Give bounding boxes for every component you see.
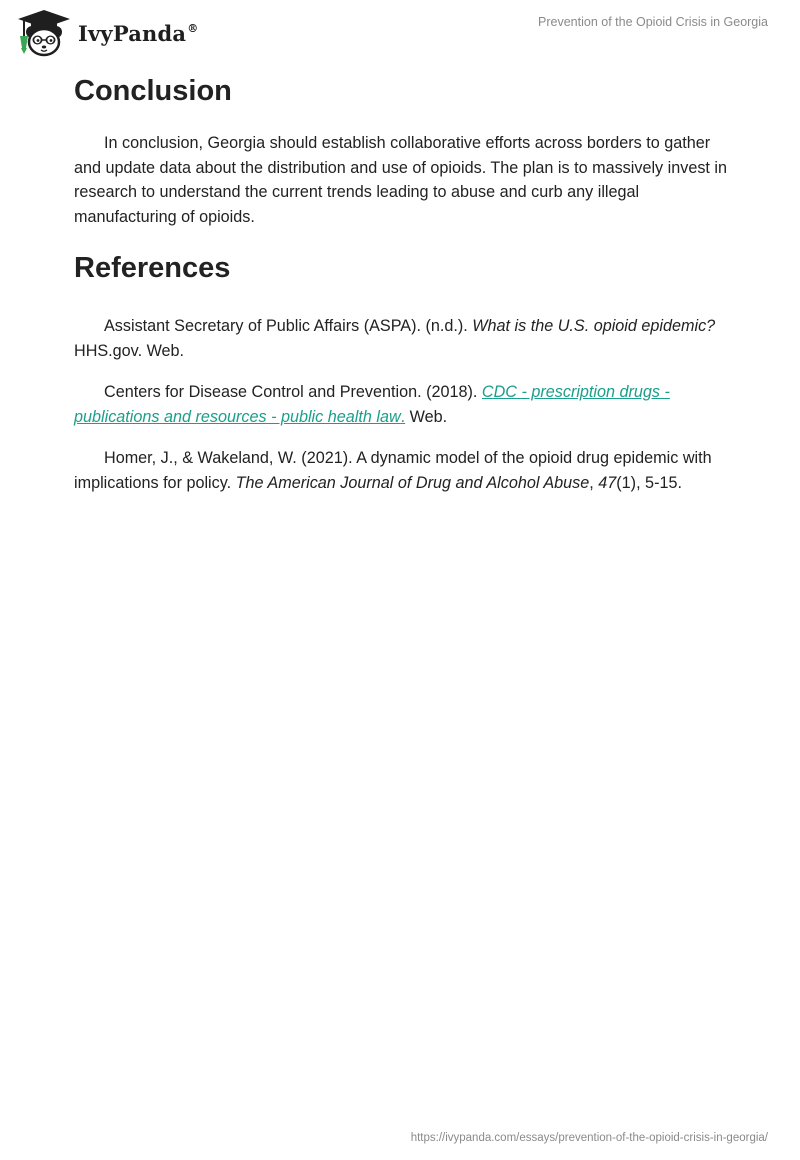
reference-item: Centers for Disease Control and Prevention. (2018). CDC - prescription drugs - publications and resources - public health law. Web.	[74, 383, 670, 426]
panda-graduate-icon	[14, 8, 72, 58]
journal-volume: 47	[598, 473, 617, 492]
reference-item: Homer, J., & Wakeland, W. (2021). A dynamic model of the opioid drug epidemic with implications for policy. The American Journal of Drug and Alcohol Abuse, 47(1), 5-15.	[74, 449, 712, 492]
ivypanda-logo[interactable]	[14, 8, 198, 58]
footer-url: https://ivypanda.com/essays/prevention-of-the-opioid-crisis-in-georgia/	[410, 1132, 768, 1144]
conclusion-paragraph: In conclusion, Georgia should establish collaborative efforts across borders to gather and update data about the distribution and use of opioids. The plan is to massively invest in research to understand the current trends leading to abuse and curb any illegal manufacturing of opioids.	[74, 134, 728, 226]
registered-mark: ®	[187, 21, 199, 35]
reference-title: What is the U.S. opioid epidemic?	[472, 317, 716, 335]
document-body	[74, 72, 734, 495]
page-header	[0, 0, 800, 70]
running-title: Prevention of the Opioid Crisis in Georgia	[538, 15, 768, 29]
conclusion-heading: Conclusion	[74, 75, 232, 107]
brand-name: IvyPanda®	[78, 20, 199, 46]
references-heading: References	[74, 252, 231, 284]
reference-item: Assistant Secretary of Public Affairs (ASPA). (n.d.). What is the U.S. opioid epidemic? HHS.gov. Web.	[74, 317, 716, 360]
journal-title: The American Journal of Drug and Alcohol Abuse	[235, 473, 590, 492]
cdc-reference-link[interactable]: CDC - prescription drugs - publications and resources - public health law.	[74, 383, 670, 426]
